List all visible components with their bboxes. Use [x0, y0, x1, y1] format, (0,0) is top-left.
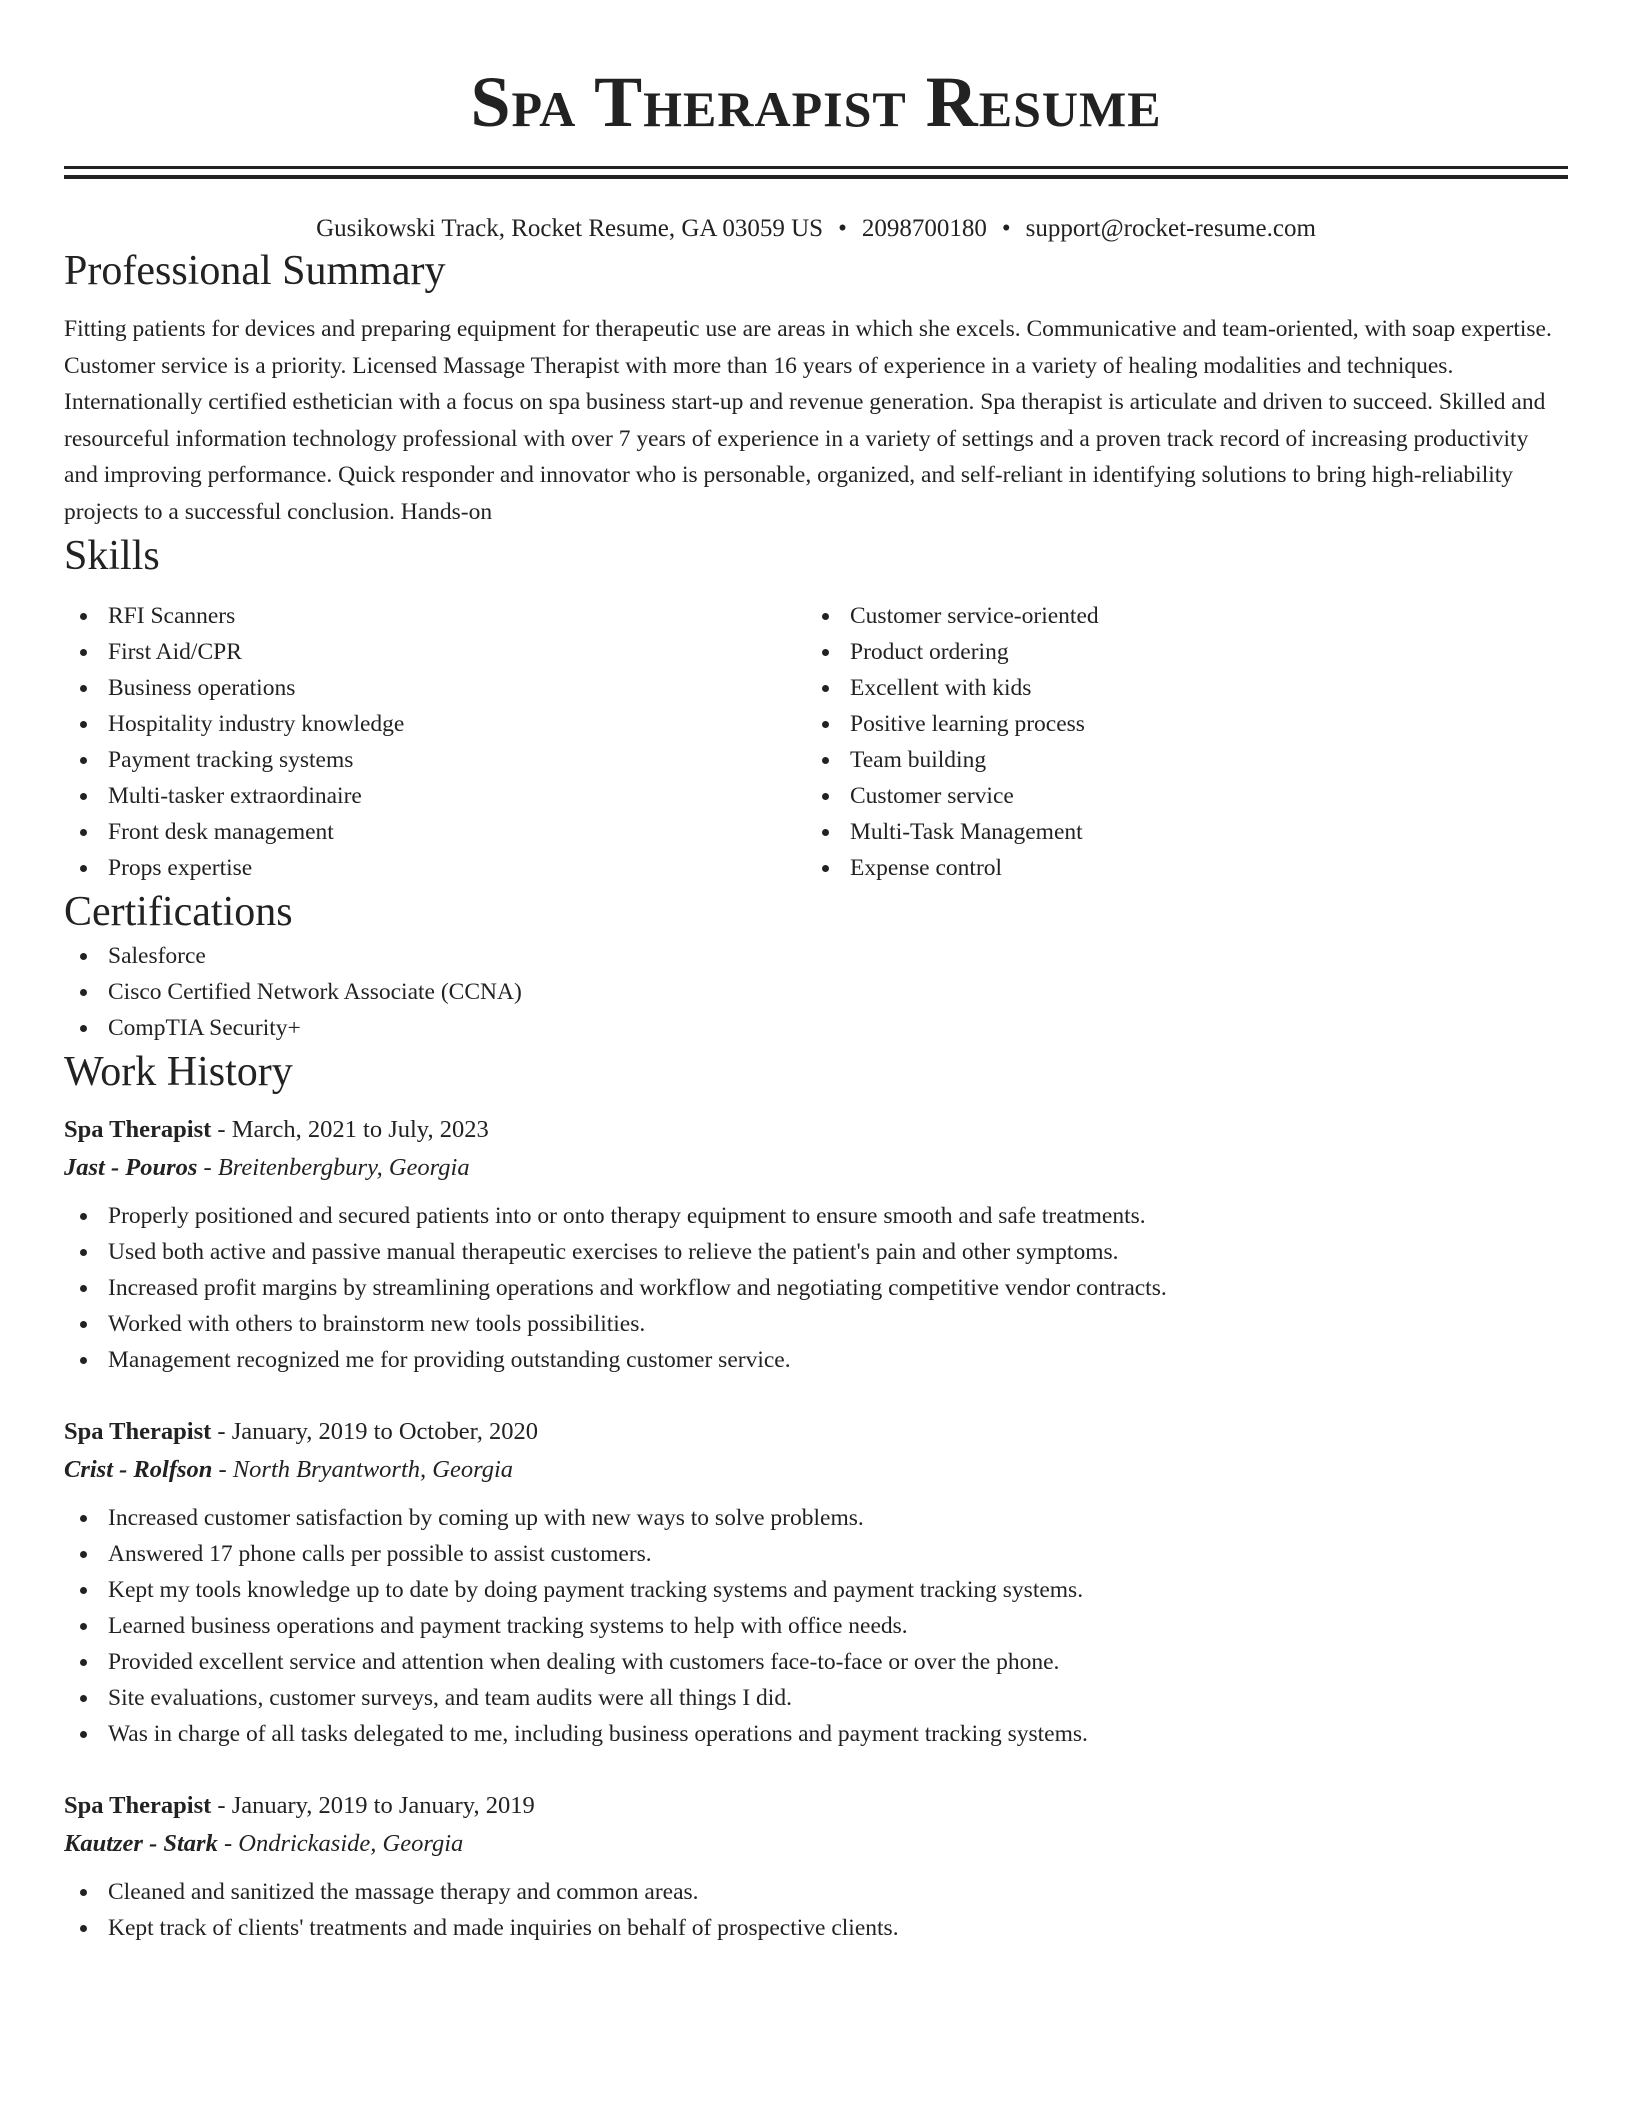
contact-phone: 2098700180	[861, 215, 987, 242]
title-rule-top	[64, 166, 1568, 169]
job-bullet: Worked with others to brainstorm new tools possibilities.	[64, 1306, 1568, 1342]
job-dash: -	[212, 1456, 233, 1483]
certifications-list	[64, 938, 1568, 1046]
skill-item: Multi-tasker extraordinaire	[64, 778, 806, 814]
skills-list-right	[806, 598, 1548, 886]
job-bullet: Was in charge of all tasks delegated to me, including business operations and payment tracking systems.	[64, 1716, 1568, 1752]
job-entry	[64, 1788, 1568, 1946]
job-bullet: Increased customer satisfaction by coming up with new ways to solve problems.	[64, 1500, 1568, 1536]
job-location: Ondrickaside, Georgia	[238, 1830, 464, 1857]
skills-columns	[64, 598, 1568, 886]
job-company-line	[64, 1450, 1568, 1490]
job-title-line	[64, 1112, 1568, 1148]
skill-item: Customer service	[806, 778, 1548, 814]
skill-item: Product ordering	[806, 634, 1548, 670]
certifications-heading: Certifications	[64, 889, 293, 935]
certification-item: CompTIA Security+	[64, 1010, 1568, 1046]
job-company: Jast - Pouros	[64, 1154, 198, 1181]
job-bullet: Learned business operations and payment tracking systems to help with office needs.	[64, 1608, 1568, 1644]
skill-item: Payment tracking systems	[64, 742, 806, 778]
job-dates: January, 2019 to October, 2020	[231, 1418, 539, 1445]
contact-line	[64, 213, 1568, 245]
skill-item: Multi-Task Management	[806, 814, 1548, 850]
skill-item: RFI Scanners	[64, 598, 806, 634]
job-company-line	[64, 1824, 1568, 1864]
skill-item: Front desk management	[64, 814, 806, 850]
job-location: Breitenbergbury, Georgia	[217, 1154, 470, 1181]
job-bullet: Increased profit margins by streamlining operations and workflow and negotiating competitive vendor contracts.	[64, 1270, 1568, 1306]
job-bullet: Site evaluations, customer surveys, and team audits were all things I did.	[64, 1680, 1568, 1716]
job-bullets	[64, 1198, 1568, 1378]
job-bullet: Used both active and passive manual therapeutic exercises to relieve the patient's pain and other symptoms.	[64, 1234, 1568, 1270]
skill-item: Team building	[806, 742, 1548, 778]
resume-title: Spa Therapist Resume	[470, 62, 1162, 142]
job-bullet: Kept my tools knowledge up to date by doing payment tracking systems and payment tracking systems.	[64, 1572, 1568, 1608]
skill-item: Hospitality industry knowledge	[64, 706, 806, 742]
skills-list-left	[64, 598, 806, 886]
job-dates: March, 2021 to July, 2023	[231, 1116, 489, 1143]
job-title: Spa Therapist	[64, 1116, 212, 1143]
job-dates: January, 2019 to January, 2019	[231, 1792, 535, 1819]
job-bullet: Kept track of clients' treatments and made inquiries on behalf of prospective clients.	[64, 1910, 1568, 1946]
job-bullet: Cleaned and sanitized the massage therapy and common areas.	[64, 1874, 1568, 1910]
resume-page	[64, 0, 1568, 2112]
job-company-line	[64, 1148, 1568, 1188]
job-dash: -	[211, 1116, 232, 1143]
job-bullets	[64, 1500, 1568, 1752]
job-title: Spa Therapist	[64, 1418, 212, 1445]
skill-item: Expense control	[806, 850, 1548, 886]
contact-separator: •	[838, 215, 847, 242]
skill-item: Excellent with kids	[806, 670, 1548, 706]
contact-separator: •	[1001, 215, 1011, 242]
certification-item: Salesforce	[64, 938, 1568, 974]
job-bullet: Properly positioned and secured patients into or onto therapy equipment to ensure smooth and safe treatments.	[64, 1198, 1568, 1234]
contact-address: Gusikowski Track, Rocket Resume, GA 03059 US	[316, 215, 824, 242]
job-bullets	[64, 1874, 1568, 1946]
job-dash: -	[211, 1418, 232, 1445]
skill-item: Props expertise	[64, 850, 806, 886]
job-title: Spa Therapist	[64, 1792, 212, 1819]
job-dash: -	[211, 1792, 232, 1819]
job-entry	[64, 1112, 1568, 1378]
job-bullet: Answered 17 phone calls per possible to assist customers.	[64, 1536, 1568, 1572]
job-company: Kautzer - Stark	[64, 1830, 218, 1857]
job-company: Crist - Rolfson	[64, 1456, 213, 1483]
job-bullet: Provided excellent service and attention when dealing with customers face-to-face or over the phone.	[64, 1644, 1568, 1680]
skill-item: Positive learning process	[806, 706, 1548, 742]
job-title-line	[64, 1788, 1568, 1824]
title-rule-bottom	[64, 175, 1568, 179]
job-title-line	[64, 1414, 1568, 1450]
skill-item: Business operations	[64, 670, 806, 706]
summary-text: Fitting patients for devices and preparing equipment for therapeutic use are areas in which she excels. Communicative and team-oriented, with soap expertise. Customer service is a priority. Licensed Massage Therapist with more than 16 years of experience in a variety of healing modalities and techniques. Internationally certified esthetician with a focus on spa business start-up and revenue generation. Spa therapist is articulate and driven to succeed. Skilled and resourceful information technology professional with over 7 years of experience in a variety of settings and a proven track record of increasing productivity and improving performance. Quick responder and innovator who is personable, organized, and self-reliant in identifying solutions to bring high-reliability projects to a successful conclusion. Hands-on	[64, 316, 1552, 525]
certification-item: Cisco Certified Network Associate (CCNA)	[64, 974, 1568, 1010]
contact-email: support@rocket-resume.com	[1025, 215, 1316, 242]
skill-item: Customer service-oriented	[806, 598, 1548, 634]
skills-heading: Skills	[64, 533, 160, 579]
job-location: North Bryantworth, Georgia	[232, 1456, 513, 1483]
job-entry	[64, 1414, 1568, 1752]
work-history-heading: Work History	[64, 1049, 293, 1095]
job-dash: -	[217, 1830, 239, 1857]
skill-item: First Aid/CPR	[64, 634, 806, 670]
job-bullet: Management recognized me for providing outstanding customer service.	[64, 1342, 1568, 1378]
job-dash: -	[197, 1154, 218, 1181]
summary-heading: Professional Summary	[64, 248, 446, 294]
